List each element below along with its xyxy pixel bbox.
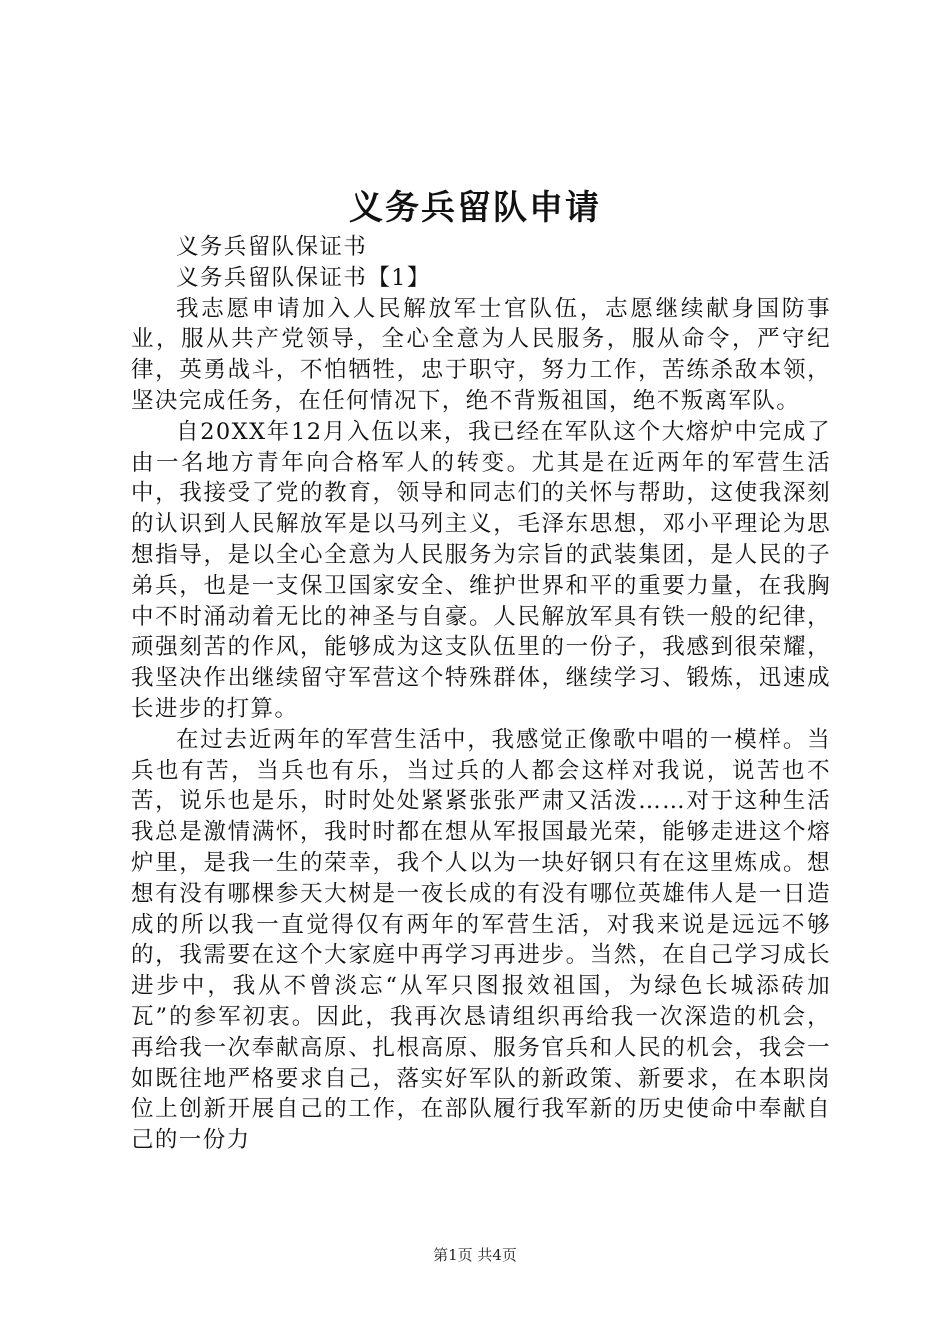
- document-title: 义务兵留队申请: [349, 188, 601, 228]
- subtitle-line-1: 义务兵留队保证书: [176, 234, 368, 260]
- paragraph-1: 我志愿申请加入人民解放军士官队伍，志愿继续献身国防事业，服从共产党领导，全心全意为人民服务，服从命令，严守纪律，英勇战斗，不怕牺牲，忠于职守，努力工作，苦练杀敌本领，坚决完成任务，在任何情况下，绝不背叛祖国，绝不叛离军队。: [131, 295, 831, 414]
- paragraph-3: 在过去近两年的军营生活中，我感觉正像歌中唱的一模样。当兵也有苦，当兵也有乐，当过兵的人都会这样对我说，说苦也不苦，说乐也是乐，时时处处紧紧张张严肃又活泼……对于这种生活我总是激情满怀，我时时都在想从军报国最光荣，能够走进这个熔炉里，是我一生的荣幸，我个人以为一块好钢只有在这里炼成。想想有没有哪棵参天大树是一夜长成的有没有哪位英雄伟人是一日造成的所以我一直觉得仅有两年的军营生活，对我来说是远远不够的，我需要在这个大家庭中再学习再进步。当然，在自己学习成长进步中，我从不曾淡忘“从军只图报效祖国，为绿色长城添砖加瓦”的参军初衷。因此，我再次恳请组织再给我一次深造的机会，再给我一次奉献高原、扎根高原、服务官兵和人民的机会，我会一如既往地严格要求自己，落实好军队的新政策、新要求，在本职岗位上创新开展自己的工作，在部队履行我军新的历史使命中奉献自己的一份力: [131, 726, 831, 1154]
- paragraph-2: 自20XX年12月入伍以来，我已经在军队这个大熔炉中完成了由一名地方青年向合格军人的转变。尤其是在近两年的军营生活中，我接受了党的教育，领导和同志们的关怀与帮助，这使我深刻的认识到人民解放军是以马列主义，毛泽东思想，邓小平理论为思想指导，是以全心全意为人民服务为宗旨的武装集团，是人民的子弟兵，也是一支保卫国家安全、维护世界和平的重要力量，在我胸中不时涌动着无比的神圣与自豪。人民解放军具有铁一般的纪律，顽强刻苦的作风，能够成为这支队伍里的一份子，我感到很荣耀，我坚决作出继续留守军营这个特殊群体，继续学习、锻炼，迅速成长进步的打算。: [131, 418, 831, 722]
- page-footer: 第1页 共4页: [433, 1246, 517, 1264]
- document-body: [131, 232, 831, 1156]
- subtitle-line-2: 义务兵留队保证书【1】: [176, 264, 431, 291]
